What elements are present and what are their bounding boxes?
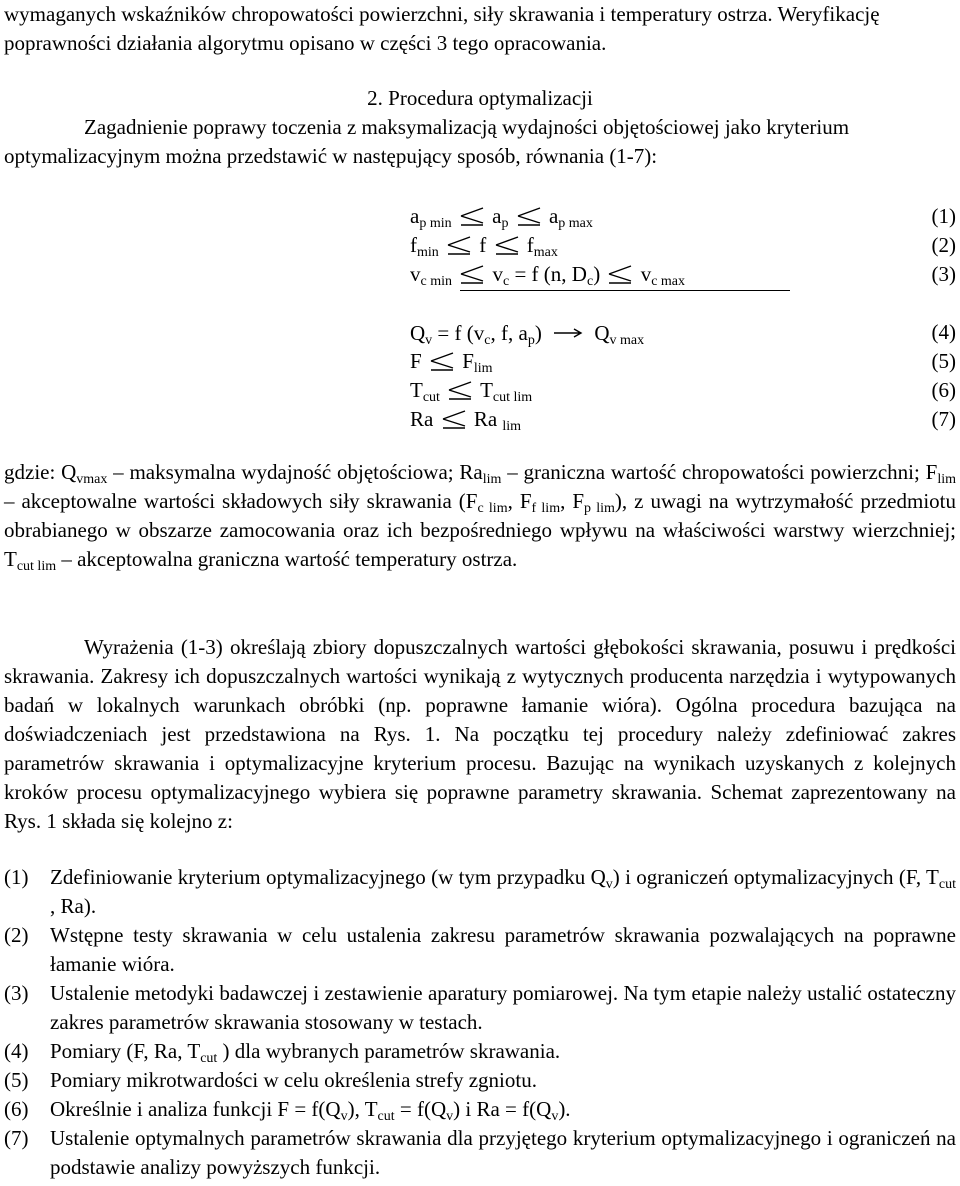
subscript: c bbox=[503, 274, 510, 289]
symbol: , f, a bbox=[490, 321, 528, 345]
subscript: cut lim bbox=[492, 390, 533, 405]
steps-list bbox=[4, 863, 956, 1182]
less-equal-icon bbox=[439, 409, 469, 429]
text: Pomiary (F, Ra, T bbox=[50, 1039, 201, 1063]
symbol: T bbox=[410, 378, 423, 402]
list-item bbox=[4, 1037, 956, 1066]
equation-4 bbox=[410, 318, 956, 347]
list-number: (4) bbox=[4, 1039, 29, 1063]
text: Ustalenie optymalnych parametrów skrawania dla przyjętego kryterium optymalizacyjnego i ograniczeń na podstawie analizy powyższych funkcji. bbox=[50, 1126, 956, 1179]
text: – maksymalna wydajność objętościowa; Ra bbox=[107, 460, 483, 484]
list-number: (1) bbox=[4, 865, 29, 889]
procedure-paragraph: Wyrażenia (1-3) określają zbiory dopuszczalnych wartości głębokości skrawania, posuwu i prędkości skrawania. Zakresy ich dopuszczalnych wartości wynikają z wytycznych producenta narzędzia i wytypowanych badań w lokalnych warunkach obróbki (np. poprawne łamanie wióra). Ogólna procedura bazująca na doświadczeniach jest przedstawiona na Rys. 1. Na początku tej procedury należy zdefiniować zakres parametrów skrawania i optymalizacyjne kryterium procesu. Bazując na wynikach uzyskanych z kolejnych kroków procesu optymalizacyjnego wybiera się poprawne parametry skrawania. Schemat zaprezentowany na Rys. 1 składa się kolejno z: bbox=[4, 635, 956, 833]
equation-number: (7) bbox=[931, 407, 956, 431]
text: – graniczna wartość chropowatości powierzchni; F bbox=[501, 460, 938, 484]
equation-separator-line bbox=[460, 290, 790, 291]
symbol: v bbox=[492, 262, 503, 286]
subscript: f lim bbox=[531, 501, 561, 516]
less-equal-icon bbox=[457, 206, 487, 226]
text: ), T bbox=[347, 1097, 378, 1121]
list-item bbox=[4, 921, 956, 979]
subscript: lim bbox=[937, 472, 956, 487]
equation-number: (2) bbox=[931, 233, 956, 257]
symbol: Q bbox=[594, 321, 610, 345]
symbol: a bbox=[410, 204, 420, 228]
text: Wstępne testy skrawania w celu ustalenia zakresu parametrów skrawania pozwalających na poprawne łamanie wióra. bbox=[50, 923, 956, 976]
section-title: 2. Procedura optymalizacji bbox=[367, 86, 593, 110]
subscript: c max bbox=[651, 274, 686, 289]
list-number: (3) bbox=[4, 981, 29, 1005]
symbol: ) bbox=[593, 262, 601, 286]
list-number: (2) bbox=[4, 923, 29, 947]
text: Zdefiniowanie kryterium optymalizacyjnego (w tym przypadku Q bbox=[50, 865, 606, 889]
subscript: v max bbox=[609, 333, 645, 348]
list-item bbox=[4, 979, 956, 1037]
subscript: c lim bbox=[477, 501, 508, 516]
subscript: cut bbox=[200, 1051, 218, 1066]
equation-number: (6) bbox=[931, 378, 956, 402]
symbol: f bbox=[410, 233, 417, 257]
equation-2 bbox=[410, 231, 956, 260]
text: , F bbox=[560, 489, 585, 513]
text: = f(Q bbox=[394, 1097, 447, 1121]
less-equal-icon bbox=[427, 351, 457, 371]
symbol: a bbox=[492, 204, 502, 228]
equation-number: (3) bbox=[931, 262, 956, 286]
less-equal-icon bbox=[444, 235, 474, 255]
text: gdzie: Q bbox=[4, 460, 77, 484]
text: ) dla wybranych parametrów skrawania. bbox=[217, 1039, 561, 1063]
subscript: cut bbox=[422, 390, 440, 405]
symbol: Q bbox=[410, 321, 426, 345]
symbol: ) bbox=[534, 321, 542, 345]
subscript: p min bbox=[419, 216, 452, 231]
equation-1 bbox=[410, 202, 956, 231]
list-number: (5) bbox=[4, 1068, 29, 1092]
symbol: f bbox=[526, 233, 534, 257]
list-item bbox=[4, 1124, 956, 1182]
subscript: v bbox=[425, 333, 433, 348]
text: , Ra). bbox=[50, 894, 97, 918]
equation-3 bbox=[410, 260, 956, 289]
subscript: v bbox=[340, 1109, 348, 1124]
subscript: v bbox=[551, 1109, 559, 1124]
list-number: (6) bbox=[4, 1097, 29, 1121]
text: – akceptowalne wartości składowych siły skrawania (F bbox=[4, 489, 478, 513]
intro-paragraph: wymaganych wskaźników chropowatości powierzchni, siły skrawania i temperatury ostrza. Weryfikację poprawności działania algorytmu opisano w części 3 tego opracowania. bbox=[4, 2, 880, 55]
subscript: lim bbox=[482, 472, 502, 487]
text: Ustalenie metodyki badawczej i zestawienie aparatury pomiarowej. Na tym etapie należy ustalić ostateczny zakres parametrów skrawania stosowany w testach. bbox=[50, 981, 956, 1034]
subscript: lim bbox=[473, 361, 493, 376]
subscript: lim bbox=[502, 419, 522, 434]
symbol: v bbox=[640, 262, 652, 286]
subscript: p bbox=[527, 333, 535, 348]
subscript: vmax bbox=[76, 472, 108, 487]
right-arrow-icon bbox=[553, 318, 583, 347]
text: ) i ograniczeń optymalizacyjnych (F, T bbox=[612, 865, 939, 889]
subscript: p max bbox=[558, 216, 593, 231]
symbol: = f (v bbox=[437, 321, 485, 345]
list-item bbox=[4, 1066, 956, 1095]
symbol: = f (n, D bbox=[514, 262, 587, 286]
section-intro-paragraph: Zagadnienie poprawy toczenia z maksymalizacją wydajności objętościowej jako kryterium optymalizacyjnym można przedstawić w następujący sposób, równania (1-7): bbox=[4, 115, 850, 168]
subscript: c min bbox=[420, 274, 452, 289]
subscript: c bbox=[586, 274, 594, 289]
text: ) i Ra = f(Q bbox=[453, 1097, 552, 1121]
subscript: v bbox=[446, 1109, 454, 1124]
equation-number: (5) bbox=[931, 349, 956, 373]
text: Określnie i analiza funkcji F = f(Q bbox=[50, 1097, 341, 1121]
subscript: max bbox=[533, 245, 558, 260]
symbol: a bbox=[548, 204, 559, 228]
equation-number: (1) bbox=[931, 204, 956, 228]
subscript: min bbox=[417, 245, 439, 260]
equation-7 bbox=[410, 405, 956, 434]
text: ), z uwagi na wytrzymałość przedmiotu obrabianego w obszarze zamocowania oraz ich bezpośredniego wpływu na właściwości warstwy wierzchniej; T bbox=[4, 489, 956, 571]
equation-5 bbox=[410, 347, 956, 376]
subscript: cut bbox=[377, 1109, 395, 1124]
subscript: c bbox=[484, 333, 491, 348]
less-equal-icon bbox=[492, 235, 522, 255]
less-equal-icon bbox=[605, 264, 635, 284]
symbol: T bbox=[480, 378, 493, 402]
symbol: Ra bbox=[410, 407, 434, 431]
equation-6 bbox=[410, 376, 956, 405]
less-equal-icon bbox=[457, 264, 487, 284]
subscript: p bbox=[501, 216, 509, 231]
text: , F bbox=[507, 489, 532, 513]
subscript: cut lim bbox=[16, 559, 57, 574]
symbol: F bbox=[410, 349, 422, 373]
subscript: cut bbox=[938, 877, 956, 892]
list-item bbox=[4, 1095, 956, 1124]
less-equal-icon bbox=[514, 206, 544, 226]
symbol: f bbox=[479, 233, 487, 257]
subscript: p lim bbox=[584, 501, 615, 516]
symbol: v bbox=[410, 262, 421, 286]
text: Pomiary mikrotwardości w celu określenia strefy zgniotu. bbox=[50, 1068, 537, 1092]
less-equal-icon bbox=[445, 380, 475, 400]
text: – akceptowalna graniczna wartość temperatury ostrza. bbox=[56, 547, 518, 571]
text: ). bbox=[558, 1097, 571, 1121]
list-number: (7) bbox=[4, 1126, 29, 1150]
symbol: Ra bbox=[473, 407, 498, 431]
definitions-paragraph bbox=[4, 458, 956, 574]
symbol: F bbox=[462, 349, 474, 373]
list-item bbox=[4, 863, 956, 921]
subscript: v bbox=[605, 877, 613, 892]
equation-number: (4) bbox=[931, 320, 956, 344]
